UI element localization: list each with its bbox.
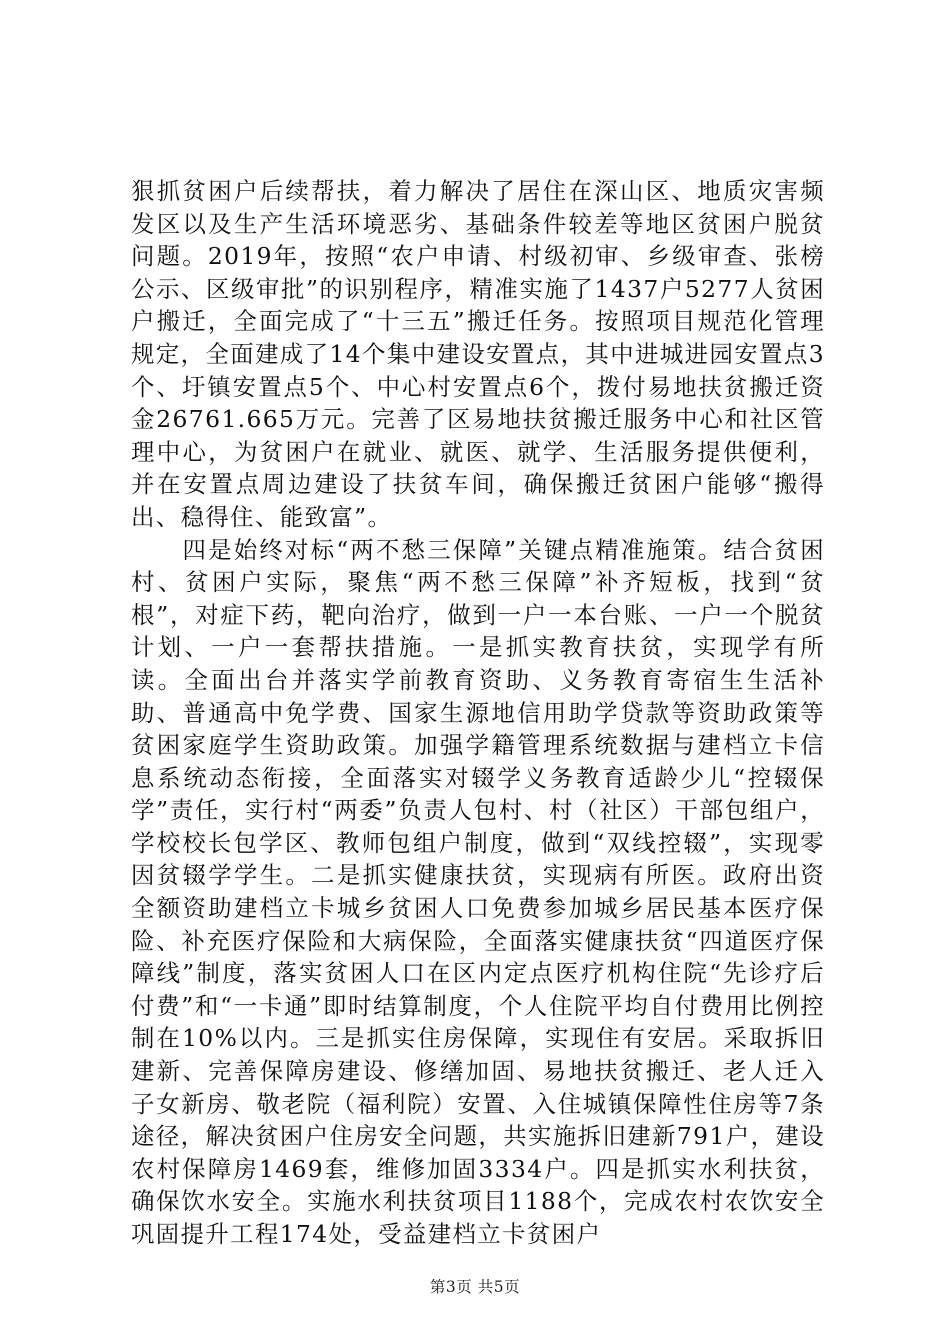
page-footer: 第3页 共5页 [429, 1278, 521, 1296]
paragraph-relocation-continued: 狠抓贫困户后续帮扶，着力解决了居住在深山区、地质灾害频发区以及生产生活环境恶劣、基础条件较差等地区贫困户脱贫问题。2019年，按照“农户申请、村级初审、乡级审查、张榜公示、区级审批”的识别程序，精准实施了1437户5277人贫困户搬迁，全面完成了“十三五”搬迁任务。按照项目规范化管理规定，全面建成了14个集中建设安置点，其中进城进园安置点3个、圩镇安置点5个、中心村安置点6个，拨付易地扶贫搬迁资金26761.665万元。完善了区易地扶贫搬迁服务中心和社区管理中心，为贫困户在就业、就医、就学、生活服务提供便利，并在安置点周边建设了扶贫车间，确保搬迁贫困户能够“搬得出、稳得住、能致富”。 [131, 177, 825, 531]
paragraph-two-assurances: 四是始终对标“两不愁三保障”关键点精准施策。结合贫困村、贫困户实际，聚焦“两不愁三保障”补齐短板，找到“贫根”，对症下药，靶向治疗，做到一户一本台账、一户一个脱贫计划、一户一套帮扶措施。一是抓实教育扶贫，实现学有所读。全面出台并落实学前教育资助、义务教育寄宿生生活补助、普通高中免学费、国家生源地信用助学贷款等资助政策等贫困家庭学生资助政策。加强学籍管理系统数据与建档立卡信息系统动态衔接，全面落实对辍学义务教育适龄少儿“控辍保学”责任，实行村“两委”负责人包村、村（社区）干部包组户，学校校长包学区、教师包组户制度，做到“双线控辍”，实现零因贫辍学学生。二是抓实健康扶贫，实现病有所医。政府出资全额资助建档立卡城乡贫困人口免费参加城乡居民基本医疗保险、补充医疗保险和大病保险，全面落实健康扶贫“四道医疗保障线”制度，落实贫困人口在区内定点医疗机构住院“先诊疗后付费”和“一卡通”即时结算制度，个人住院平均自付费用比例控制在10%以内。三是抓实住房保障，实现住有安居。采取拆旧建新、完善保障房建设、修缮加固、易地扶贫搬迁、老人迁入子女新房、敬老院（福利院）安置、入住城镇保障性住房等7条途径，解决贫困户住房安全问题，共实施拆旧建新791户，建设农村保障房1469套，维修加固3334户。四是抓实水利扶贫，确保饮水安全。实施水利扶贫项目1188个，完成农村农饮安全巩固提升工程174处，受益建档立卡贫困户 [131, 535, 825, 1248]
body-text [131, 175, 825, 1251]
